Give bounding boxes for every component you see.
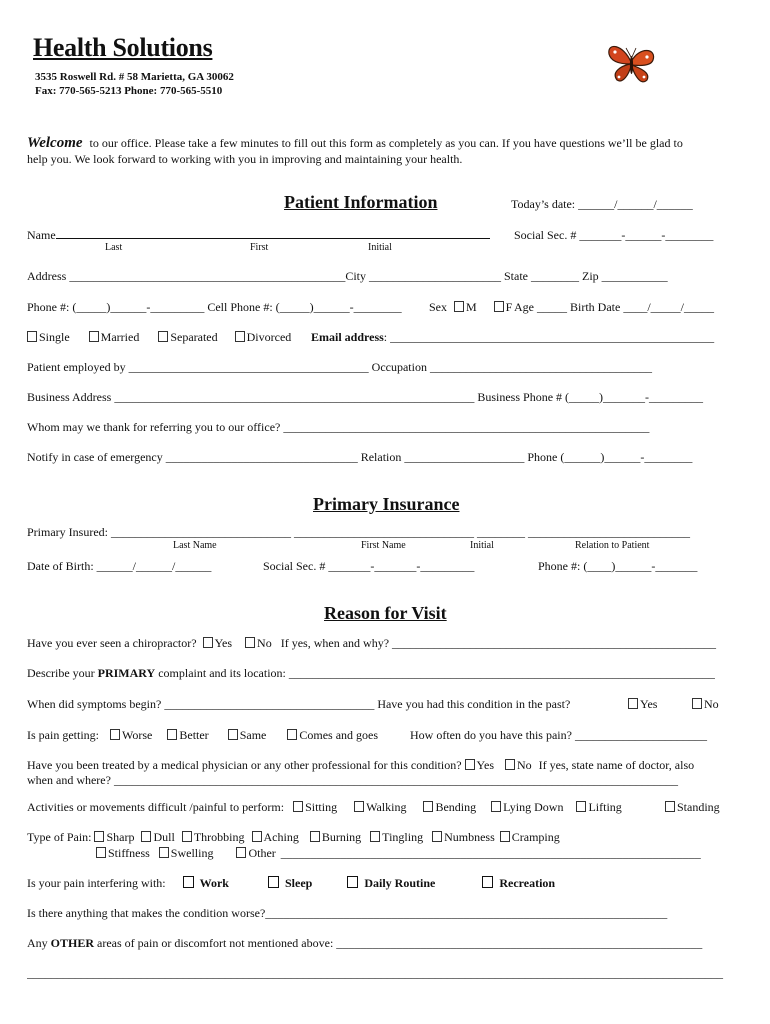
marital-married[interactable]: Married	[89, 330, 140, 344]
pain-type-label: Type of Pain:	[27, 830, 92, 844]
pain-type-sharp[interactable]: Sharp	[94, 830, 134, 844]
interfering-label: Is your pain interfering with:	[27, 876, 166, 890]
pain-type-dull[interactable]: Dull	[141, 830, 174, 844]
checkbox-icon	[94, 831, 104, 842]
checkbox-icon	[287, 729, 297, 740]
pain-type-swelling[interactable]: Swelling	[159, 846, 214, 860]
name-initial-caption: Initial	[368, 242, 392, 253]
marital-single[interactable]: Single	[27, 330, 70, 344]
pain-same[interactable]: Same	[228, 728, 267, 742]
pain-type-row-2	[96, 846, 701, 861]
activity-lifting[interactable]: Lifting	[576, 800, 621, 814]
insured-relation-caption: Relation to Patient	[575, 540, 650, 551]
address-row[interactable]: Address ______________________________________________City ______________________ State ________ Zip ___________	[27, 269, 668, 283]
final-blank-line[interactable]: ____________________________________________________________________________________________________________________	[27, 966, 723, 980]
sex-label: Sex	[429, 300, 447, 314]
pain-type-numbness[interactable]: Numbness	[432, 830, 495, 844]
name-label: Name	[27, 228, 56, 242]
patient-info-heading: Patient Information	[284, 192, 438, 212]
past-condition-no[interactable]: No	[692, 697, 719, 712]
treated-when-field[interactable]: when and where? ______________________________________________________________________________________________	[27, 773, 678, 787]
pain-worse[interactable]: Worse	[110, 728, 152, 742]
sex-f-option[interactable]: F	[494, 300, 513, 314]
checkbox-icon	[245, 637, 255, 648]
email-field[interactable]: : ______________________________________________________	[383, 330, 715, 344]
checkbox-icon	[505, 759, 515, 770]
interfering-daily-routine[interactable]: Daily Routine	[347, 876, 435, 890]
insured-last-caption: Last Name	[173, 540, 217, 551]
activity-lying-down[interactable]: Lying Down	[491, 800, 563, 814]
name-last-caption: Last	[105, 242, 123, 253]
checkbox-icon	[347, 876, 358, 888]
checkbox-icon	[628, 698, 638, 709]
sex-m-option[interactable]: M	[454, 300, 477, 314]
activity-walking[interactable]: Walking	[354, 800, 406, 814]
pain-getting-label: Is pain getting:	[27, 728, 99, 742]
checkbox-icon	[465, 759, 475, 770]
checkbox-icon	[89, 331, 99, 342]
activity-standing[interactable]: Standing	[665, 800, 720, 815]
chiro-when-field[interactable]: If yes, when and why? ______________________________________________________	[280, 636, 717, 650]
interfering-work[interactable]: Work	[183, 876, 229, 890]
email-row[interactable]	[311, 330, 714, 345]
name-field[interactable]	[56, 228, 490, 239]
age-birth-row[interactable]: Age _____ Birth Date ____/_____/_____	[514, 300, 714, 314]
checkbox-icon	[203, 637, 213, 648]
chiro-row	[27, 636, 716, 651]
insured-first-caption: First Name	[361, 540, 406, 551]
activity-sitting[interactable]: Sitting	[293, 800, 337, 814]
clinic-title: Health Solutions	[33, 33, 213, 62]
phone-row[interactable]: Phone #: (_____)______-_________ Cell Phone #: (_____)______-________	[27, 300, 402, 314]
checkbox-icon	[293, 801, 303, 812]
worse-condition-row[interactable]: Is there anything that makes the condition worse?___________________________________________________________________	[27, 906, 668, 920]
email-label: Email address	[311, 330, 384, 344]
pain-getting-row	[27, 728, 378, 743]
checkbox-icon	[182, 831, 192, 842]
name-first-caption: First	[250, 242, 269, 253]
activities-row	[27, 800, 622, 815]
activity-bending[interactable]: Bending	[423, 800, 476, 814]
checkbox-icon	[96, 847, 106, 858]
treated-no[interactable]: No	[505, 758, 532, 772]
checkbox-icon	[354, 801, 364, 812]
pain-type-aching[interactable]: Aching	[252, 830, 299, 844]
chiro-yes[interactable]: Yes	[203, 636, 232, 650]
pain-comes-goes[interactable]: Comes and goes	[287, 728, 378, 742]
how-often-field[interactable]: How often do you have this pain? ______________________	[410, 728, 707, 742]
checkbox-icon	[494, 301, 504, 312]
chiro-no[interactable]: No	[245, 636, 272, 650]
checkbox-icon	[236, 847, 246, 858]
pain-type-other[interactable]: Other	[236, 846, 275, 860]
treated-row	[27, 758, 694, 773]
past-condition-yes[interactable]: Yes	[628, 697, 657, 712]
pain-type-tingling[interactable]: Tingling	[370, 830, 423, 844]
insured-ssn-field[interactable]: Social Sec. # _______-_______-_________	[263, 559, 475, 573]
checkbox-icon	[252, 831, 262, 842]
pain-type-throbbing[interactable]: Throbbing	[182, 830, 245, 844]
insurance-heading: Primary Insurance	[313, 494, 460, 514]
checkbox-icon	[141, 831, 151, 842]
welcome-line-2: help you. We look forward to working with you in improving and maintaining your health.	[27, 152, 463, 166]
checkbox-icon	[310, 831, 320, 842]
pain-type-burning[interactable]: Burning	[310, 830, 361, 844]
interfering-row	[27, 876, 555, 891]
primary-insured-row[interactable]: Primary Insured: ______________________________ ______________________________ ________ ___________________________	[27, 525, 690, 539]
checkbox-icon	[183, 876, 194, 888]
primary-emphasis: PRIMARY	[97, 666, 156, 680]
checkbox-icon	[665, 801, 675, 812]
checkbox-icon	[692, 698, 702, 709]
pain-type-cramping[interactable]: Cramping	[500, 830, 560, 844]
checkbox-icon	[235, 331, 245, 342]
checkbox-icon	[268, 876, 279, 888]
checkbox-icon	[159, 847, 169, 858]
insured-phone-field[interactable]: Phone #: (____)______-_______	[538, 559, 698, 573]
treated-doctor-label: If yes, state name of doctor, also	[538, 758, 695, 772]
checkbox-icon	[576, 801, 586, 812]
ssn-field[interactable]: Social Sec. # _______-______-________	[514, 228, 714, 242]
marital-divorced[interactable]: Divorced	[235, 330, 292, 344]
symptoms-begin-row[interactable]: When did symptoms begin? ___________________________________ Have you had this condition in the past?	[27, 697, 571, 711]
clinic-contact: Fax: 770-565-5213 Phone: 770-565-5510	[35, 85, 223, 97]
welcome-lead: Welcome	[27, 135, 83, 151]
pain-type-other-field[interactable]: ______________________________________________________________________	[280, 846, 701, 860]
clinic-address: 3535 Roswell Rd. # 58 Marietta, GA 30062	[35, 71, 234, 83]
checkbox-icon	[454, 301, 464, 312]
butterfly-logo	[603, 40, 661, 86]
marital-status-group	[27, 330, 291, 345]
interfering-sleep[interactable]: Sleep	[268, 876, 312, 890]
treated-yes[interactable]: Yes	[465, 758, 494, 772]
checkbox-icon	[228, 729, 238, 740]
other-emphasis: OTHER	[50, 936, 95, 950]
insured-initial-caption: Initial	[470, 540, 494, 551]
referral-row[interactable]: Whom may we thank for referring you to our office? _____________________________________________________________	[27, 420, 650, 434]
other-areas-row[interactable]: Any OTHER areas of pain or discomfort not mentioned above: _____________________________________________________________	[27, 936, 703, 950]
checkbox-icon	[500, 831, 510, 842]
checkbox-icon	[370, 831, 380, 842]
business-row[interactable]: Business Address ____________________________________________________________ Business Phone # (_____)_______-_________	[27, 390, 704, 404]
treated-question: Have you been treated by a medical physician or any other professional for this condition?	[27, 758, 462, 772]
interfering-recreation[interactable]: Recreation	[482, 876, 555, 890]
pain-better[interactable]: Better	[167, 728, 208, 742]
todays-date-field[interactable]: Today’s date: ______/______/______	[511, 197, 693, 211]
pain-type-row-1	[27, 830, 560, 845]
chiro-question: Have you ever seen a chiropractor?	[27, 636, 197, 650]
checkbox-icon	[482, 876, 493, 888]
sex-group	[429, 300, 512, 315]
checkbox-icon	[110, 729, 120, 740]
checkbox-icon	[423, 801, 433, 812]
checkbox-icon	[432, 831, 442, 842]
checkbox-icon	[491, 801, 501, 812]
employer-row[interactable]: Patient employed by ________________________________________ Occupation _____________________________________	[27, 360, 652, 374]
pain-type-stiffness[interactable]: Stiffness	[96, 846, 150, 860]
checkbox-icon	[167, 729, 177, 740]
emergency-row[interactable]: Notify in case of emergency ________________________________ Relation ____________________ Phone (______)______-________	[27, 450, 693, 464]
insured-dob-field[interactable]: Date of Birth: ______/______/______	[27, 559, 212, 573]
welcome-text-1: to our office. Please take a few minutes to fill out this form as completely as you can. If you have questions we’ll be glad to	[89, 136, 683, 150]
welcome-line-1	[27, 135, 683, 152]
primary-complaint-row[interactable]: Describe your PRIMARY complaint and its location: _______________________________________________________________________	[27, 666, 715, 680]
marital-separated[interactable]: Separated	[158, 330, 217, 344]
visit-heading: Reason for Visit	[324, 603, 447, 623]
checkbox-icon	[27, 331, 37, 342]
checkbox-icon	[158, 331, 168, 342]
activities-label: Activities or movements difficult /painful to perform:	[27, 800, 285, 814]
